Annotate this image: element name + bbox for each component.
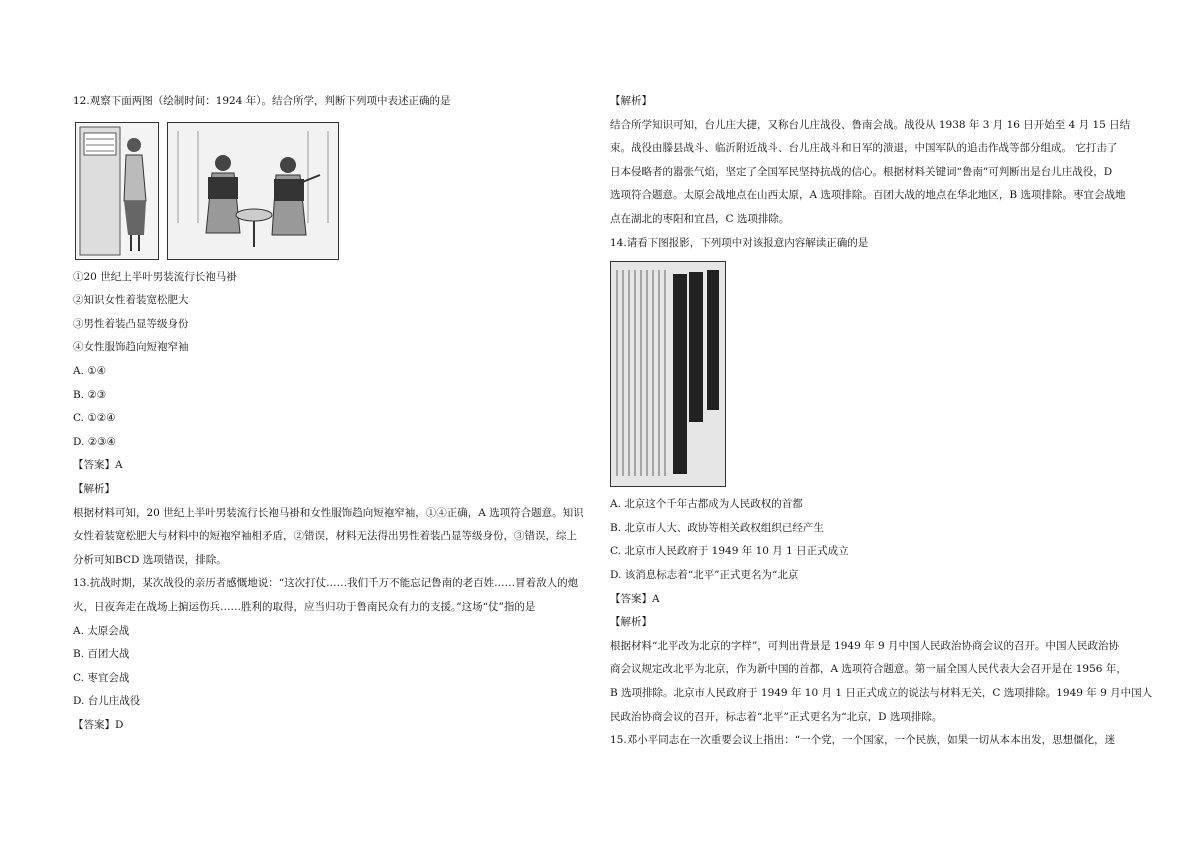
q13-option-c: C. 枣宜会战: [73, 671, 130, 684]
q14-option-c: C. 北京市人民政府于 1949 年 10 月 1 日正式成立: [610, 545, 849, 558]
q15-title: 15.邓小平同志在一次重要会议上指出：“一个党，一个国家，一个民族，如果一切从本本出发，思想僵化，迷: [610, 734, 1116, 747]
newspaper-clipping-image: [610, 261, 726, 487]
q14-answer: 【答案】A: [610, 592, 660, 605]
right-column: [610, 90, 1153, 753]
q13-answer: 【答案】D: [73, 718, 124, 731]
woman-illustration: [75, 122, 159, 260]
q14-analysis-line: B 选项排除。北京市人民政府于 1949 年 10 月 1 日正式成立的说法与材料无关，C 选项排除。1949 年 9 月中国人: [610, 686, 1153, 699]
q12-analysis-line: 分析可知BCD 选项错误，排除。: [73, 553, 227, 566]
q14-option-d: D. 该消息标志着“北平”正式更名为“北京: [610, 568, 799, 581]
q14-analysis-line: 民政治协商会议的召开，标志着“北平”正式更名为“北京，D 选项排除。: [610, 710, 943, 723]
q13-analysis-line: 日本侵略者的嚣张气焰，坚定了全国军民坚持抗战的信心。根据材料关键词“鲁南”可判断出是台儿庄战役，D: [610, 165, 1113, 178]
q14-option-a: A. 北京这个千年古都成为人民政权的首都: [610, 498, 803, 511]
men-illustration: [167, 122, 339, 260]
q12-statement: ④女性服饰趋向短袍窄袖: [73, 341, 189, 354]
left-column: [73, 90, 613, 737]
q13-option-a: A. 太原会战: [73, 624, 130, 637]
q12-option-b: B. ②③: [73, 388, 107, 401]
q13-analysis-label: 【解析】: [610, 95, 652, 107]
q12-analysis-line: 女性着装宽松肥大与材料中的短袍窄袖相矛盾，②错误，材料无法得出男性着装凸显等级身份，③错误，综上: [73, 530, 577, 543]
q12-option-c: C. ①②④: [73, 412, 116, 425]
q12-analysis-line: 根据材料可知，20 世纪上半叶男装流行长袍马褂和女性服饰趋向短袍窄袖，①④正确，A 选项符合题意。知识: [73, 506, 584, 519]
q13-analysis-line: 束。战役由滕县战斗、临沂附近战斗、台儿庄战斗和日军的溃退，中国军队的追击作战等部分组成。 它打击了: [610, 142, 1118, 155]
q13-title-line: 火，日夜奔走在战场上掮运伤兵……胜利的取得，应当归功于鲁南民众有力的支援。”这场“仗”指的是: [73, 600, 536, 613]
q12-answer: 【答案】A: [73, 459, 123, 472]
q13-analysis-line: 点在湖北的枣阳和宜昌，C 选项排除。: [610, 212, 790, 225]
q13-option-d: D. 台儿庄战役: [73, 695, 141, 708]
q12-statement: ①20 世纪上半叶男装流行长袍马褂: [73, 270, 237, 283]
q12-analysis-label: 【解析】: [73, 482, 115, 495]
q13-analysis-line: 结合所学知识可知，台儿庄大捷，又称台儿庄战役、鲁南会战。战役从 1938 年 3 月 16 日开始至 4 月 15 日结: [610, 118, 1131, 131]
q14-analysis-line: 根据材料“北平改为北京的字样”，可判出背景是 1949 年 9 月中国人民政治协商会议的召开。中国人民政治协: [610, 639, 1119, 652]
q13-option-b: B. 百团大战: [73, 648, 130, 661]
q14-option-b: B. 北京市人大、政协等相关政权组织已经产生: [610, 521, 824, 534]
q12-option-a: A. ①④: [73, 364, 107, 377]
q12-statement: ③男性着装凸显等级身份: [73, 317, 189, 330]
q13-title-line: 13.抗战时期，某次战役的亲历者感慨地说：“这次打仗……我们千万不能忘记鲁南的老百姓……冒着敌人的炮: [73, 577, 579, 590]
q12-figure: [75, 122, 613, 260]
q14-analysis-label: 【解析】: [610, 616, 652, 629]
q13-analysis-line: 选项符合题意。太原会战地点在山西太原，A 选项排除。百团大战的地点在华北地区，B 选项排除。枣宜会战地: [610, 189, 1126, 202]
q12-statement: ②知识女性着装宽松肥大: [73, 294, 189, 307]
q14-title: 14.请看下图报影，下列项中对该报意内容解读正确的是: [610, 236, 869, 249]
q12-option-d: D. ②③④: [73, 435, 116, 448]
q12-title: 12.观察下面两图（绘制时间：1924 年）。结合所学，判断下列项中表述正确的是: [73, 95, 451, 107]
q14-analysis-line: 商会议规定改北平为北京，作为新中国的首都，A 选项符合题意。第一届全国人民代表大会召开是在 1956 年，: [610, 663, 1127, 676]
